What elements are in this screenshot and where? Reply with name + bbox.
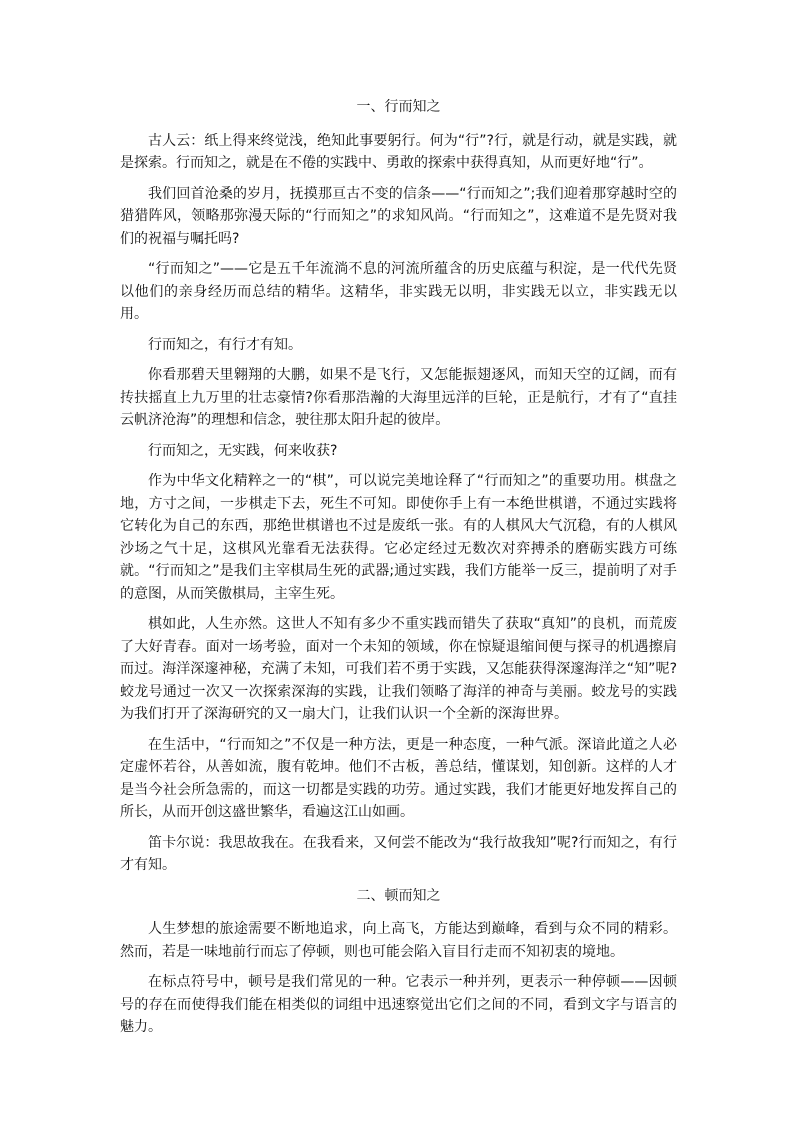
section-title-1: 一、行而知之 — [356, 99, 441, 115]
paragraph: 在标点符号中，顿号是我们常见的一种。它表示一种并列，更表示一种停顿——因顿号的存在而使得我们能在相类似的词组中迅速察觉出它们之间的不同，看到文字与语言的魅力。 — [120, 974, 677, 1035]
paragraph: 我们回首沧桑的岁月，抚摸那亘古不变的信条——“行而知之”;我们迎着那穿越时空的猎猎阵风，领略那弥漫天际的“行而知之”的求知风尚。“行而知之”，这难道不是先贤对我们的祝福与嘱托吗? — [120, 185, 677, 247]
paragraph: 行而知之，有行才有知。 — [148, 336, 302, 353]
paragraph: 你看那碧天里翱翔的大鹏，如果不是飞行，又怎能振翅逐风，而知天空的辽阔，而有抟扶摇直上九万里的壮志豪情?你看那浩瀚的大海里远洋的巨轮，正是航行，才有了“直挂云帆济沧海”的理想和信念，驶往那太阳升起的彼岸。 — [120, 367, 677, 428]
paragraph: 行而知之，无实践，何来收获? — [148, 442, 338, 459]
paragraph: 古人云：纸上得来终觉浅，绝知此事要躬行。何为“行”?行，就是行动，就是实践，就是探索。行而知之，就是在不倦的实践中、勇敢的探索中获得真知，从而更好地“行”。 — [120, 132, 677, 171]
paragraph: 作为中华文化精粹之一的“棋”，可以说完美地诠释了“行而知之”的重要功用。棋盘之地，方寸之间，一步棋走下去，死生不可知。即使你手上有一本绝世棋谱，不通过实践将它转化为自己的东西，那绝世棋谱也不过是废纸一张。有的人棋风大气沉稳，有的人棋风沙场之气十足，这棋风光靠看无法获得。它必定经过无数次对弈搏杀的磨砺实践方可练就。“行而知之”是我们主宰棋局生死的武器;通过实践，我们方能举一反三，提前明了对手的意图，从而笑傲棋局，主宰生死。 — [120, 473, 677, 602]
document-body — [120, 96, 677, 1047]
paragraph: 笛卡尔说：我思故我在。在我看来，又何尝不能改为“我行故我知”呢?行而知之，有行才有知。 — [120, 834, 677, 873]
paragraph: 棋如此，人生亦然。这世人不知有多少不重实践而错失了获取“真知”的良机，而荒废了大好青春。面对一场考验，面对一个未知的领域，你在惊疑退缩间便与探寻的机遇擦肩而过。海洋深邃神秘，充满了未知，可我们若不勇于实践，又怎能获得深邃海洋之“知”呢?蛟龙号通过一次又一次探索深海的实践，让我们领略了海洋的神奇与美丽。蛟龙号的实践为我们打开了深海研究的又一扇大门，让我们认识一个全新的深海世界。 — [120, 616, 677, 722]
section-title-2: 二、顿而知之 — [356, 887, 441, 904]
paragraph: “行而知之”——它是五千年流淌不息的河流所蕴含的历史底蕴与积淀，是一代代先贤以他们的亲身经历而总结的精华。这精华，非实践无以明，非实践无以立，非实践无以用。 — [120, 261, 677, 322]
paragraph: 人生梦想的旅途需要不断地追求，向上高飞，方能达到巅峰，看到与众不同的精彩。然而，若是一味地前行而忘了停顿，则也可能会陷入盲目行走而不知初衷的境地。 — [120, 921, 677, 960]
paragraph: 在生活中，“行而知之”不仅是一种方法，更是一种态度，一种气派。深谙此道之人必定虚怀若谷，从善如流，腹有乾坤。他们不古板，善总结，懂谋划，知创新。这样的人才是当今社会所急需的，而这一切都是实践的功劳。通过实践，我们才能更好地发挥自己的所长，从而开创这盛世繁华，看遍这江山如画。 — [120, 736, 677, 820]
